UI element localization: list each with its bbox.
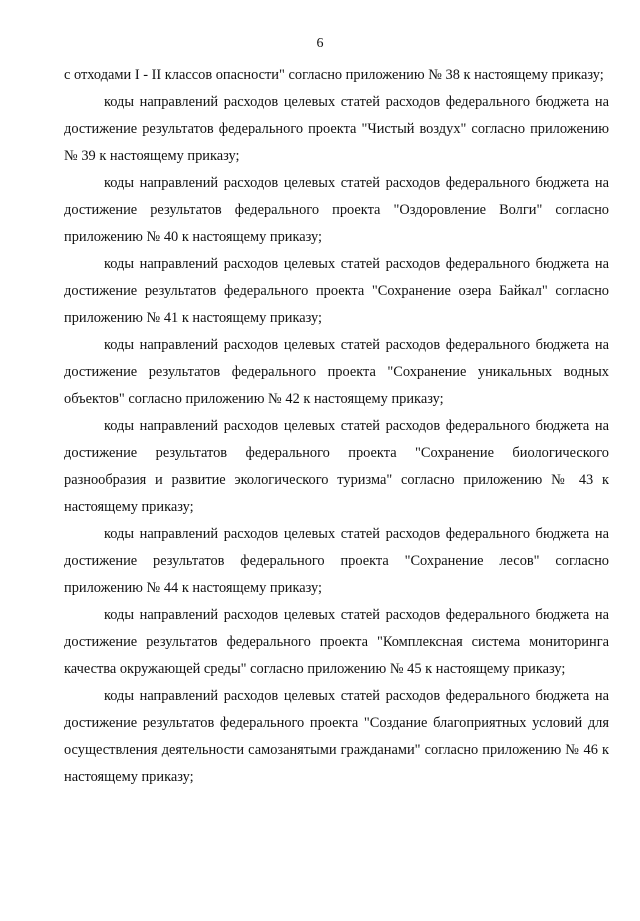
- paragraph: коды направлений расходов целевых статей расходов федерального бюджета на достижение результатов федерального проекта "Сохранение лесов" согласно приложению № 44 к настоящему приказу;: [64, 526, 609, 596]
- paragraph: коды направлений расходов целевых статей расходов федерального бюджета на достижение результатов федерального проекта "Комплексная система мониторинга качества окружающей среды" согласно приложению № 45 к настоящему приказу;: [64, 607, 609, 677]
- paragraph: коды направлений расходов целевых статей расходов федерального бюджета на достижение результатов федерального проекта "Создание благоприятных условий для осуществления деятельности самозанятыми гражданами" согласно приложению № 46 к настоящему приказу;: [64, 688, 609, 785]
- paragraph: с отходами I - II классов опасности" согласно приложению № 38 к настоящему приказу;: [64, 67, 604, 83]
- paragraph: коды направлений расходов целевых статей расходов федерального бюджета на достижение результатов федерального проекта "Оздоровление Волги" согласно приложению № 40 к настоящему приказу;: [64, 175, 609, 245]
- paragraph: коды направлений расходов целевых статей расходов федерального бюджета на достижение результатов федерального проекта "Сохранение уникальных водных объектов" согласно приложению № 42 к настоящему приказу;: [64, 337, 609, 407]
- paragraph: коды направлений расходов целевых статей расходов федерального бюджета на достижение результатов федерального проекта "Чистый воздух" согласно приложению № 39 к настоящему приказу;: [64, 94, 609, 164]
- paragraph: коды направлений расходов целевых статей расходов федерального бюджета на достижение результатов федерального проекта "Сохранение озера Байкал" согласно приложению № 41 к настоящему приказу;: [64, 256, 609, 326]
- body-text: [64, 62, 609, 791]
- page-number: 6: [316, 36, 324, 51]
- paragraph: коды направлений расходов целевых статей расходов федерального бюджета на достижение результатов федерального проекта "Сохранение биологического разнообразия и развитие экологического туризма" согласно приложению № 43 к настоящему приказу;: [64, 418, 609, 515]
